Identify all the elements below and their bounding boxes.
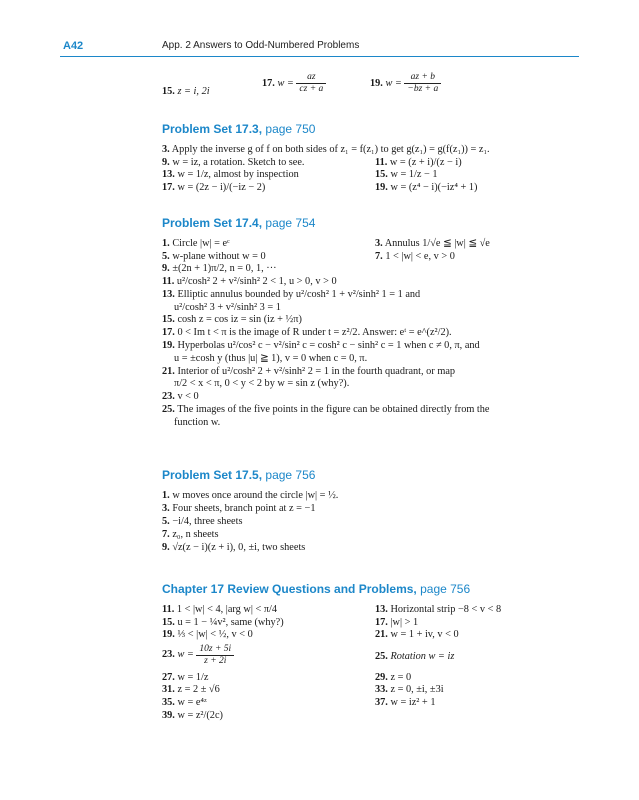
fraction-denominator: z + 2i bbox=[204, 655, 227, 666]
answer-25 bbox=[375, 651, 454, 664]
fraction bbox=[296, 72, 326, 95]
answer-item bbox=[162, 490, 582, 503]
answer-item bbox=[162, 157, 305, 170]
answer-row bbox=[162, 251, 582, 264]
answer-item bbox=[162, 314, 582, 327]
answer-text: ⅓ < |w| < ½, v < 0 bbox=[177, 629, 253, 641]
answer-line: cosh z = cos iz = sin (iz + ½π) bbox=[177, 314, 302, 326]
answer-19-top bbox=[370, 72, 441, 95]
answer-text: w = iz, a rotation. Sketch to see. bbox=[172, 156, 305, 168]
answer-list bbox=[162, 263, 582, 429]
section-17-3 bbox=[162, 122, 582, 194]
answer-line: u²/cosh² 3 + v²/sinh² 3 = 1 bbox=[174, 301, 281, 313]
running-title: App. 2 Answers to Odd-Numbered Problems bbox=[162, 40, 360, 51]
answer-text: z = i, 2i bbox=[177, 86, 210, 97]
answer-text: w = (2z − i)/(−iz − 2) bbox=[177, 181, 266, 193]
answer-list bbox=[162, 238, 582, 263]
answer-text: z₀, n sheets bbox=[172, 528, 219, 540]
answer-number: 35. bbox=[162, 696, 175, 708]
answer-number: 33. bbox=[375, 684, 388, 696]
answer-item bbox=[162, 697, 207, 710]
answer-item bbox=[375, 697, 435, 710]
answer-text: 1 < |w| < 4, |arg w| < π/4 bbox=[176, 604, 278, 615]
answer-line: function w. bbox=[174, 416, 221, 428]
answer-lhs: w = bbox=[385, 78, 402, 89]
answer-row bbox=[162, 617, 582, 630]
answer-number: 17. bbox=[162, 327, 175, 339]
fraction bbox=[196, 644, 234, 667]
section-heading bbox=[162, 216, 582, 230]
answer-item bbox=[162, 289, 582, 314]
answer-number: 9. bbox=[162, 263, 170, 275]
section-heading bbox=[162, 468, 582, 482]
answer-item bbox=[375, 238, 490, 251]
page-header bbox=[0, 38, 639, 58]
answer-text: Apply the inverse g of f on both sides of z₁ = f(z₁) to get g(z₁) = g(f(z₁)) = z₁. bbox=[171, 144, 490, 155]
answer-item bbox=[162, 617, 284, 630]
section-17-4 bbox=[162, 216, 582, 430]
answer-23 bbox=[162, 644, 234, 667]
answer-number: 31. bbox=[162, 684, 175, 696]
answer-item bbox=[162, 327, 582, 340]
answer-text: Rotation w = iz bbox=[390, 650, 455, 662]
answer-item bbox=[375, 672, 411, 685]
fraction-denominator: −bz + a bbox=[407, 84, 439, 94]
answer-item bbox=[375, 684, 444, 697]
answer-line: Interior of u²/cosh² 2 + v²/sinh² 2 = 1 in the fourth quadrant, or map bbox=[177, 365, 456, 377]
answer-text: Circle |w| = eᶜ bbox=[172, 238, 230, 249]
header-rule bbox=[60, 56, 579, 57]
answer-text: w-plane without w = 0 bbox=[172, 250, 266, 262]
answer-line: 0 < Im t < π is the image of R under t = z²/2. Answer: eᵗ = e^(z²/2). bbox=[177, 327, 452, 339]
answer-number: 27. bbox=[162, 671, 175, 683]
answer-number: 11. bbox=[375, 156, 388, 168]
answer-item bbox=[162, 629, 253, 642]
answer-text: w = iz² + 1 bbox=[390, 696, 436, 708]
answer-item bbox=[162, 529, 582, 542]
answer-item bbox=[162, 710, 223, 723]
answer-number: 19. bbox=[162, 340, 175, 352]
answer-list bbox=[162, 672, 582, 722]
answer-number: 23. bbox=[162, 391, 175, 403]
answer-text: |w| > 1 bbox=[390, 616, 419, 628]
answer-number: 3. bbox=[375, 238, 383, 249]
answer-item bbox=[162, 340, 582, 365]
answer-text: Annulus 1/√e ≦ |w| ≦ √e bbox=[384, 238, 490, 249]
answer-item bbox=[375, 629, 459, 642]
answer-text: 1 < |w| < e, v > 0 bbox=[385, 250, 455, 262]
answer-number: 19. bbox=[375, 181, 388, 193]
answer-text: √z(z − i)(z + i), 0, ±i, two sheets bbox=[172, 541, 306, 553]
answer-text: −i/4, three sheets bbox=[172, 515, 243, 527]
answer-number: 17. bbox=[162, 181, 175, 193]
answer-text: w = 1/z − 1 bbox=[390, 169, 438, 181]
answer-text: w = z²/(2c) bbox=[177, 709, 223, 721]
answer-number: 1. bbox=[162, 238, 170, 249]
answer-text: w = (z⁴ − i)(−iz⁴ + 1) bbox=[390, 181, 478, 193]
answer-number: 15. bbox=[162, 86, 175, 97]
section-title: Problem Set 17.4, bbox=[162, 216, 263, 230]
section-title: Chapter 17 Review Questions and Problems, bbox=[162, 582, 417, 596]
answer-item bbox=[162, 604, 277, 617]
answer-item bbox=[375, 169, 438, 182]
answer-text: u = 1 − ¼v², same (why?) bbox=[177, 616, 284, 628]
section-heading bbox=[162, 582, 582, 596]
answer-row bbox=[162, 672, 582, 685]
answer-row bbox=[162, 604, 582, 617]
answer-line: u²/cosh² 2 + v²/sinh² 2 < 1, u > 0, v > 0 bbox=[176, 276, 337, 288]
answer-item bbox=[162, 366, 582, 391]
answer-number: 15. bbox=[375, 169, 388, 181]
answer-number: 21. bbox=[162, 365, 175, 377]
answer-line: π/2 < x < π, 0 < y < 2 by w = sin z (why?). bbox=[174, 378, 350, 390]
answer-item bbox=[162, 684, 220, 697]
answer-item bbox=[162, 404, 582, 429]
answer-15-top bbox=[162, 86, 210, 97]
answer-item bbox=[162, 516, 582, 529]
answer-text: w = 1/z, almost by inspection bbox=[177, 169, 299, 181]
answer-text: w = e⁴ᶻ bbox=[177, 696, 207, 708]
answer-number: 15. bbox=[162, 616, 175, 628]
answer-number: 13. bbox=[375, 604, 388, 615]
answer-number: 37. bbox=[375, 696, 388, 708]
answer-line: ±(2n + 1)π/2, n = 0, 1, ··· bbox=[172, 263, 277, 275]
answer-number: 17. bbox=[375, 616, 388, 628]
answer-item bbox=[375, 251, 455, 264]
answer-number: 29. bbox=[375, 671, 388, 683]
section-17-5 bbox=[162, 468, 582, 554]
answer-number: 5. bbox=[162, 250, 170, 262]
answer-number: 17. bbox=[262, 78, 275, 89]
answer-line: Elliptic annulus bounded by u²/cosh² 1 + v²/sinh² 1 = 1 and bbox=[177, 288, 421, 300]
answer-row bbox=[162, 169, 582, 182]
answer-text: z = 0, ±i, ±3i bbox=[390, 684, 444, 696]
answer-number: 21. bbox=[375, 629, 388, 641]
answer-item bbox=[375, 157, 462, 170]
answer-lhs: w = bbox=[177, 648, 194, 660]
answer-number: 15. bbox=[162, 314, 175, 326]
answer-item bbox=[162, 182, 265, 195]
answer-number: 5. bbox=[162, 515, 170, 527]
answer-number: 19. bbox=[162, 629, 175, 641]
answer-line: The images of the five points in the figure can be obtained directly from the bbox=[177, 404, 490, 416]
answer-lhs: w = bbox=[277, 78, 294, 89]
answer-row bbox=[162, 710, 582, 723]
answer-row bbox=[162, 238, 582, 251]
answer-number: 11. bbox=[162, 604, 175, 615]
answer-17-top bbox=[262, 72, 326, 95]
answer-row bbox=[162, 144, 582, 157]
answer-number: 7. bbox=[162, 528, 170, 540]
answer-item bbox=[162, 251, 266, 264]
answer-number: 19. bbox=[370, 78, 383, 89]
section-page: page 754 bbox=[265, 216, 316, 230]
answer-line: u = ±cosh y (thus |u| ≧ 1), v = 0 when c = 0, π. bbox=[174, 352, 368, 364]
answer-text: w = (z + i)/(z − i) bbox=[389, 156, 462, 168]
answer-text: w = 1 + iv, v < 0 bbox=[390, 629, 459, 641]
answer-text: Horizontal strip −8 < v < 8 bbox=[390, 604, 502, 615]
answer-item bbox=[162, 144, 490, 157]
fraction-denominator: cz + a bbox=[299, 84, 324, 94]
answer-number: 7. bbox=[375, 250, 383, 262]
fraction-numerator: az + b bbox=[404, 72, 441, 84]
answer-number: 39. bbox=[162, 709, 175, 721]
answer-row bbox=[162, 642, 582, 672]
section-title: Problem Set 17.3, bbox=[162, 122, 263, 136]
answer-row bbox=[162, 684, 582, 697]
answer-text: Four sheets, branch point at z = −1 bbox=[172, 502, 316, 514]
answer-number: 1. bbox=[162, 490, 170, 501]
answer-item bbox=[162, 263, 582, 276]
answer-text: w = 1/z bbox=[177, 671, 209, 683]
answer-line: Hyperbolas u²/cos² c − v²/sin² c = cosh² c − sinh² c = 1 when c ≠ 0, π, and bbox=[177, 340, 480, 352]
fraction-numerator: 10z + 5i bbox=[196, 644, 234, 656]
section-heading bbox=[162, 122, 582, 136]
answer-item bbox=[162, 391, 582, 404]
answer-number: 9. bbox=[162, 156, 170, 168]
fraction bbox=[404, 72, 441, 95]
answer-line: v < 0 bbox=[177, 391, 199, 403]
answer-number: 13. bbox=[162, 288, 175, 300]
section-page: page 756 bbox=[265, 468, 316, 482]
section-page: page 756 bbox=[420, 582, 471, 596]
answer-number: 13. bbox=[162, 169, 175, 181]
answer-item bbox=[162, 503, 582, 516]
answer-text: w moves once around the circle |w| = ½. bbox=[172, 490, 339, 501]
answer-item bbox=[375, 604, 501, 617]
answer-number: 11. bbox=[162, 276, 175, 288]
answer-text: z = 0 bbox=[390, 671, 412, 683]
answer-number: 3. bbox=[162, 502, 170, 514]
answer-number: 3. bbox=[162, 144, 170, 155]
fraction-numerator: az bbox=[296, 72, 326, 84]
answer-row bbox=[162, 629, 582, 642]
answer-list bbox=[162, 490, 582, 554]
answer-item bbox=[375, 617, 418, 630]
answer-item bbox=[162, 169, 299, 182]
answer-number: 25. bbox=[375, 650, 388, 662]
answer-number: 23. bbox=[162, 648, 175, 660]
answer-item bbox=[162, 238, 230, 251]
page-number: A42 bbox=[63, 40, 84, 52]
answer-item bbox=[375, 182, 477, 195]
answer-number: 9. bbox=[162, 541, 170, 553]
answer-list bbox=[162, 604, 582, 642]
answer-list bbox=[162, 144, 582, 194]
section-chapter-17-review bbox=[162, 582, 582, 722]
answer-row bbox=[162, 157, 582, 170]
section-page: page 750 bbox=[265, 122, 316, 136]
answer-number: 25. bbox=[162, 404, 175, 416]
section-title: Problem Set 17.5, bbox=[162, 468, 263, 482]
answer-item bbox=[162, 542, 582, 555]
answer-row bbox=[162, 697, 582, 710]
answer-item bbox=[162, 672, 208, 685]
answer-text: z = 2 ± √6 bbox=[177, 684, 220, 696]
answer-item bbox=[162, 276, 582, 289]
answer-row bbox=[162, 182, 582, 195]
